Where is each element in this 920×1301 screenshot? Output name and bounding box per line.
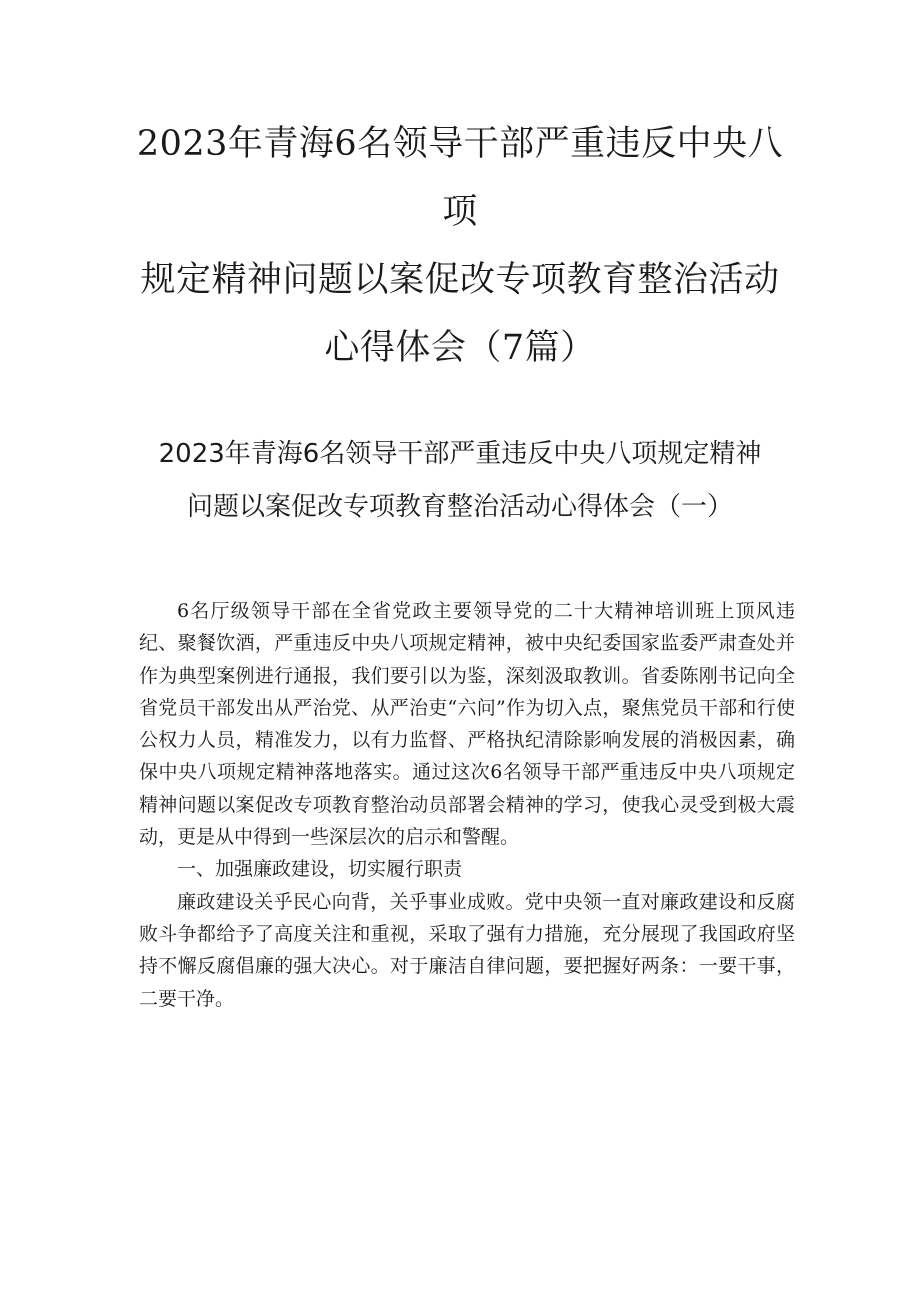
main-title-line-2: 项: [442, 192, 478, 232]
section-title-line-1: 2023年青海6名领导干部严重违反中央八项规定精神: [158, 439, 762, 469]
section-title: [120, 428, 800, 534]
body-heading-1: 一、加强廉政建设，切实履行职责: [177, 858, 463, 881]
section-title-line-2: 问题以案促改专项教育整治活动心得体会（一）: [186, 492, 733, 522]
main-title-line-4: 心得体会（7篇）: [324, 328, 596, 368]
document-main-title: [120, 110, 800, 382]
body-paragraph-2: 廉政建设关乎民心向背，关乎事业成败。党中央领一直对廉政建设和反腐败斗争都给予了高度关注和重视，采取了强有力措施，充分展现了我国政府坚持不懈反腐倡廉的强大决心。对于廉洁自律问题，要把握好两条：一要干事，二要干净。: [139, 890, 795, 1010]
main-title-line-3: 规定精神问题以案促改专项教育整治活动: [140, 260, 780, 300]
document-body: [139, 595, 795, 1015]
body-paragraph-intro: 6名厅级领导干部在全省党政主要领导党的二十大精神培训班上顶风违纪、聚餐饮酒，严重违反中央八项规定精神，被中央纪委国家监委严肃查处并作为典型案例进行通报，我们要引以为鉴，深刻汲取教训。省委陈刚书记向全省党员干部发出从严治党、从严治吏“六问”作为切入点，聚焦党员干部和行使公权力人员，精准发力，以有力监督、严格执纪清除影响发展的消极因素，确保中央八项规定精神落地落实。通过这次6名领导干部严重违反中央八项规定精神问题以案促改专项教育整治动员部署会精神的学习，使我心灵受到极大震动，更是从中得到一些深层次的启示和警醒。: [139, 600, 795, 849]
main-title-line-1: 2023年青海6名领导干部严重违反中央八: [136, 124, 784, 164]
